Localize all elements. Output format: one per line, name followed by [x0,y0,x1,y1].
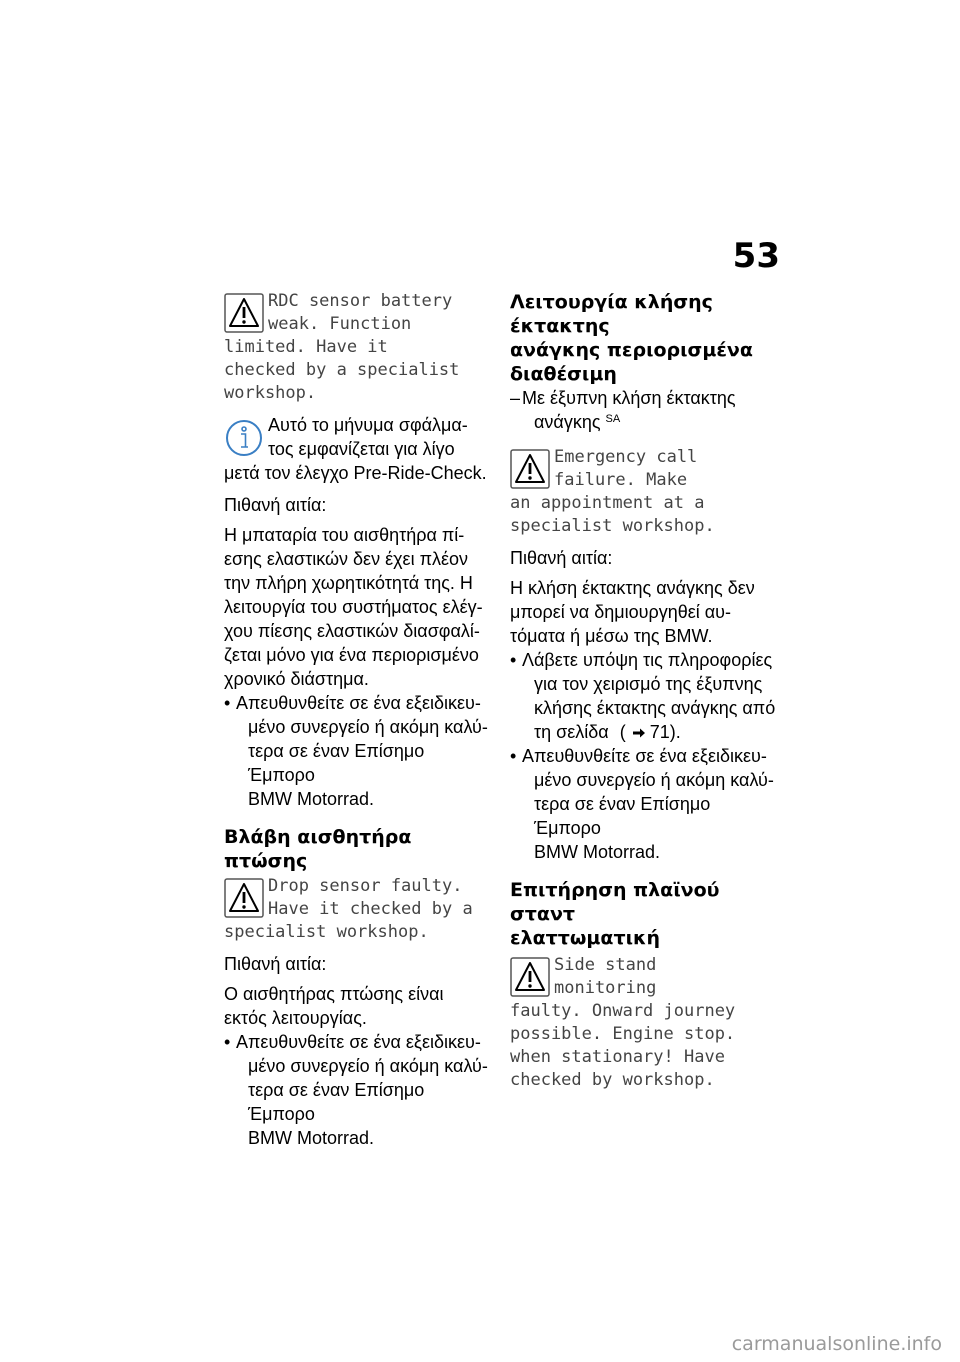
equipment-note [510,386,782,434]
bullet-line: τη σελίδα ( 71). [534,722,681,742]
bullet-item [224,691,496,811]
cause-line: χου πίεσης ελαστικών διασφαλί- [224,621,480,641]
cause-label: Πιθανή αιτία: [510,548,613,568]
bullet-line: τερα σε έναν Επίσημο Έμπορο [534,794,711,838]
msg-line: faulty. Onward journey [510,1001,736,1021]
msg-line: Drop sensor faulty. [268,876,463,896]
cause-line: ζεται μόνο για ένα περιορισμένο [224,645,479,665]
heading-line: διαθέσιμη [510,363,617,385]
bullet-line-text: τη σελίδα [534,722,609,742]
rdc-warning-message [224,290,496,405]
heading-line: ανάγκης περιορισμένα [510,339,753,361]
drop-sensor-message [224,875,496,944]
info-note [224,413,496,485]
bullet-line: τερα σε έναν Επίσημο Έμπορο [248,1080,425,1124]
section-heading: Βλάβη αισθητήρα πτώσης [224,826,412,872]
bullet-line: μένο συνεργείο ή ακόμη καλύ- [534,770,774,790]
cause-line: Η κλήση έκτακτης ανάγκης δεν [510,578,755,598]
bullet-line: για τον χειρισμό της έξυπνης [534,674,763,694]
bullet-line: μένο συνεργείο ή ακόμη καλύ- [248,717,488,737]
cause-line: χρονικό διάστημα. [224,669,369,689]
right-column [510,290,782,1092]
bullet-line: BMW Motorrad. [248,1128,375,1148]
warning-triangle-icon [224,293,264,333]
cause-line: την πλήρη χωρητικότητά της. Η [224,573,473,593]
bullet-dot: • [224,1032,231,1052]
cause-label: Πιθανή αιτία: [224,954,327,974]
msg-line: Side stand [554,955,657,975]
msg-line: monitoring [554,978,657,998]
bullet-line: κλήσης έκτακτης ανάγκης από [534,698,776,718]
bullet-line: BMW Motorrad. [248,789,375,809]
info-line: μετά τον έλεγχο Pre-Ride-Check. [224,463,487,483]
msg-line: an appointment at a [510,493,705,513]
msg-line: specialist workshop. [510,516,715,536]
section-heading [510,878,782,950]
bullet-line: Απευθυνθείτε σε ένα εξειδικευ- [236,693,481,713]
bullet-line: Απευθυνθείτε σε ένα εξειδικευ- [236,1032,481,1052]
cause-text [224,982,496,1030]
msg-line: Emergency call [554,447,698,467]
msg-line: workshop. [224,383,317,403]
cause-label: Πιθανή αιτία: [224,495,327,515]
warning-triangle-icon [224,878,264,918]
msg-line: RDC sensor battery [268,291,453,311]
bullet-item [510,648,782,744]
section-heading [510,290,782,386]
bullet-item [224,1030,496,1150]
page-reference[interactable]: 71). [649,722,681,742]
cause-line: Η μπαταρία του αισθητήρα πί- [224,525,465,545]
msg-line: weak. Function [268,314,412,334]
page-number: 53 [732,236,780,276]
msg-line: Have it checked by a [268,899,473,919]
warning-triangle-icon [510,957,550,997]
bullet-dot: • [510,746,517,766]
heading-line: Λειτουργία κλήσης έκτακτης [510,291,713,337]
page-reference-arrow-icon [632,728,646,738]
cause-line: εσης ελαστικών δεν έχει πλέον [224,549,469,569]
cause-line: τόματα ή μέσω της BMW. [510,626,713,646]
info-line: τος εμφανίζεται για λίγο [268,439,455,459]
cause-line: εκτός λειτουργίας. [224,1008,367,1028]
dash-line: Με έξυπνη κλήση έκτακτης [522,388,736,408]
heading-line: Επιτήρηση πλαϊνού σταντ [510,879,720,925]
bullet-dot: • [510,650,517,670]
warning-triangle-icon [510,449,550,489]
msg-line: when stationary! Have [510,1047,725,1067]
msg-line: checked by a specialist [224,360,460,380]
cause-line: λειτουργία του συστήματος ελέγ- [224,597,483,617]
msg-line: failure. Make [554,470,688,490]
bullet-line: Απευθυνθείτε σε ένα εξειδικευ- [522,746,767,766]
msg-line: checked by workshop. [510,1070,715,1090]
heading-line: ελαττωματική [510,927,661,949]
msg-line: limited. Have it [224,337,388,357]
bullet-item [510,744,782,864]
msg-line: specialist workshop. [224,922,429,942]
dash-line: ανάγκης [534,412,601,432]
watermark: carmanualsonline.info [731,1333,942,1355]
side-stand-message [510,954,782,1092]
cause-line: Ο αισθητήρας πτώσης είναι [224,984,444,1004]
msg-line: possible. Engine stop. [510,1024,736,1044]
cause-text [510,576,782,648]
cause-text [224,523,496,691]
cause-line: μπορεί να δημιουργηθεί αυ- [510,602,732,622]
info-icon [224,416,264,460]
special-equipment-badge: SA [605,413,621,425]
info-line: Αυτό το μήνυμα σφάλμα- [268,415,468,435]
bullet-line: Λάβετε υπόψη τις πληροφορίες [522,650,773,670]
emergency-call-message [510,446,782,538]
bullet-line: BMW Motorrad. [534,842,661,862]
bullet-line: τερα σε έναν Επίσημο Έμπορο [248,741,425,785]
bullet-line: μένο συνεργείο ή ακόμη καλύ- [248,1056,488,1076]
bullet-dot: • [224,693,231,713]
left-column [224,290,496,1150]
dash-marker: – [510,388,521,408]
